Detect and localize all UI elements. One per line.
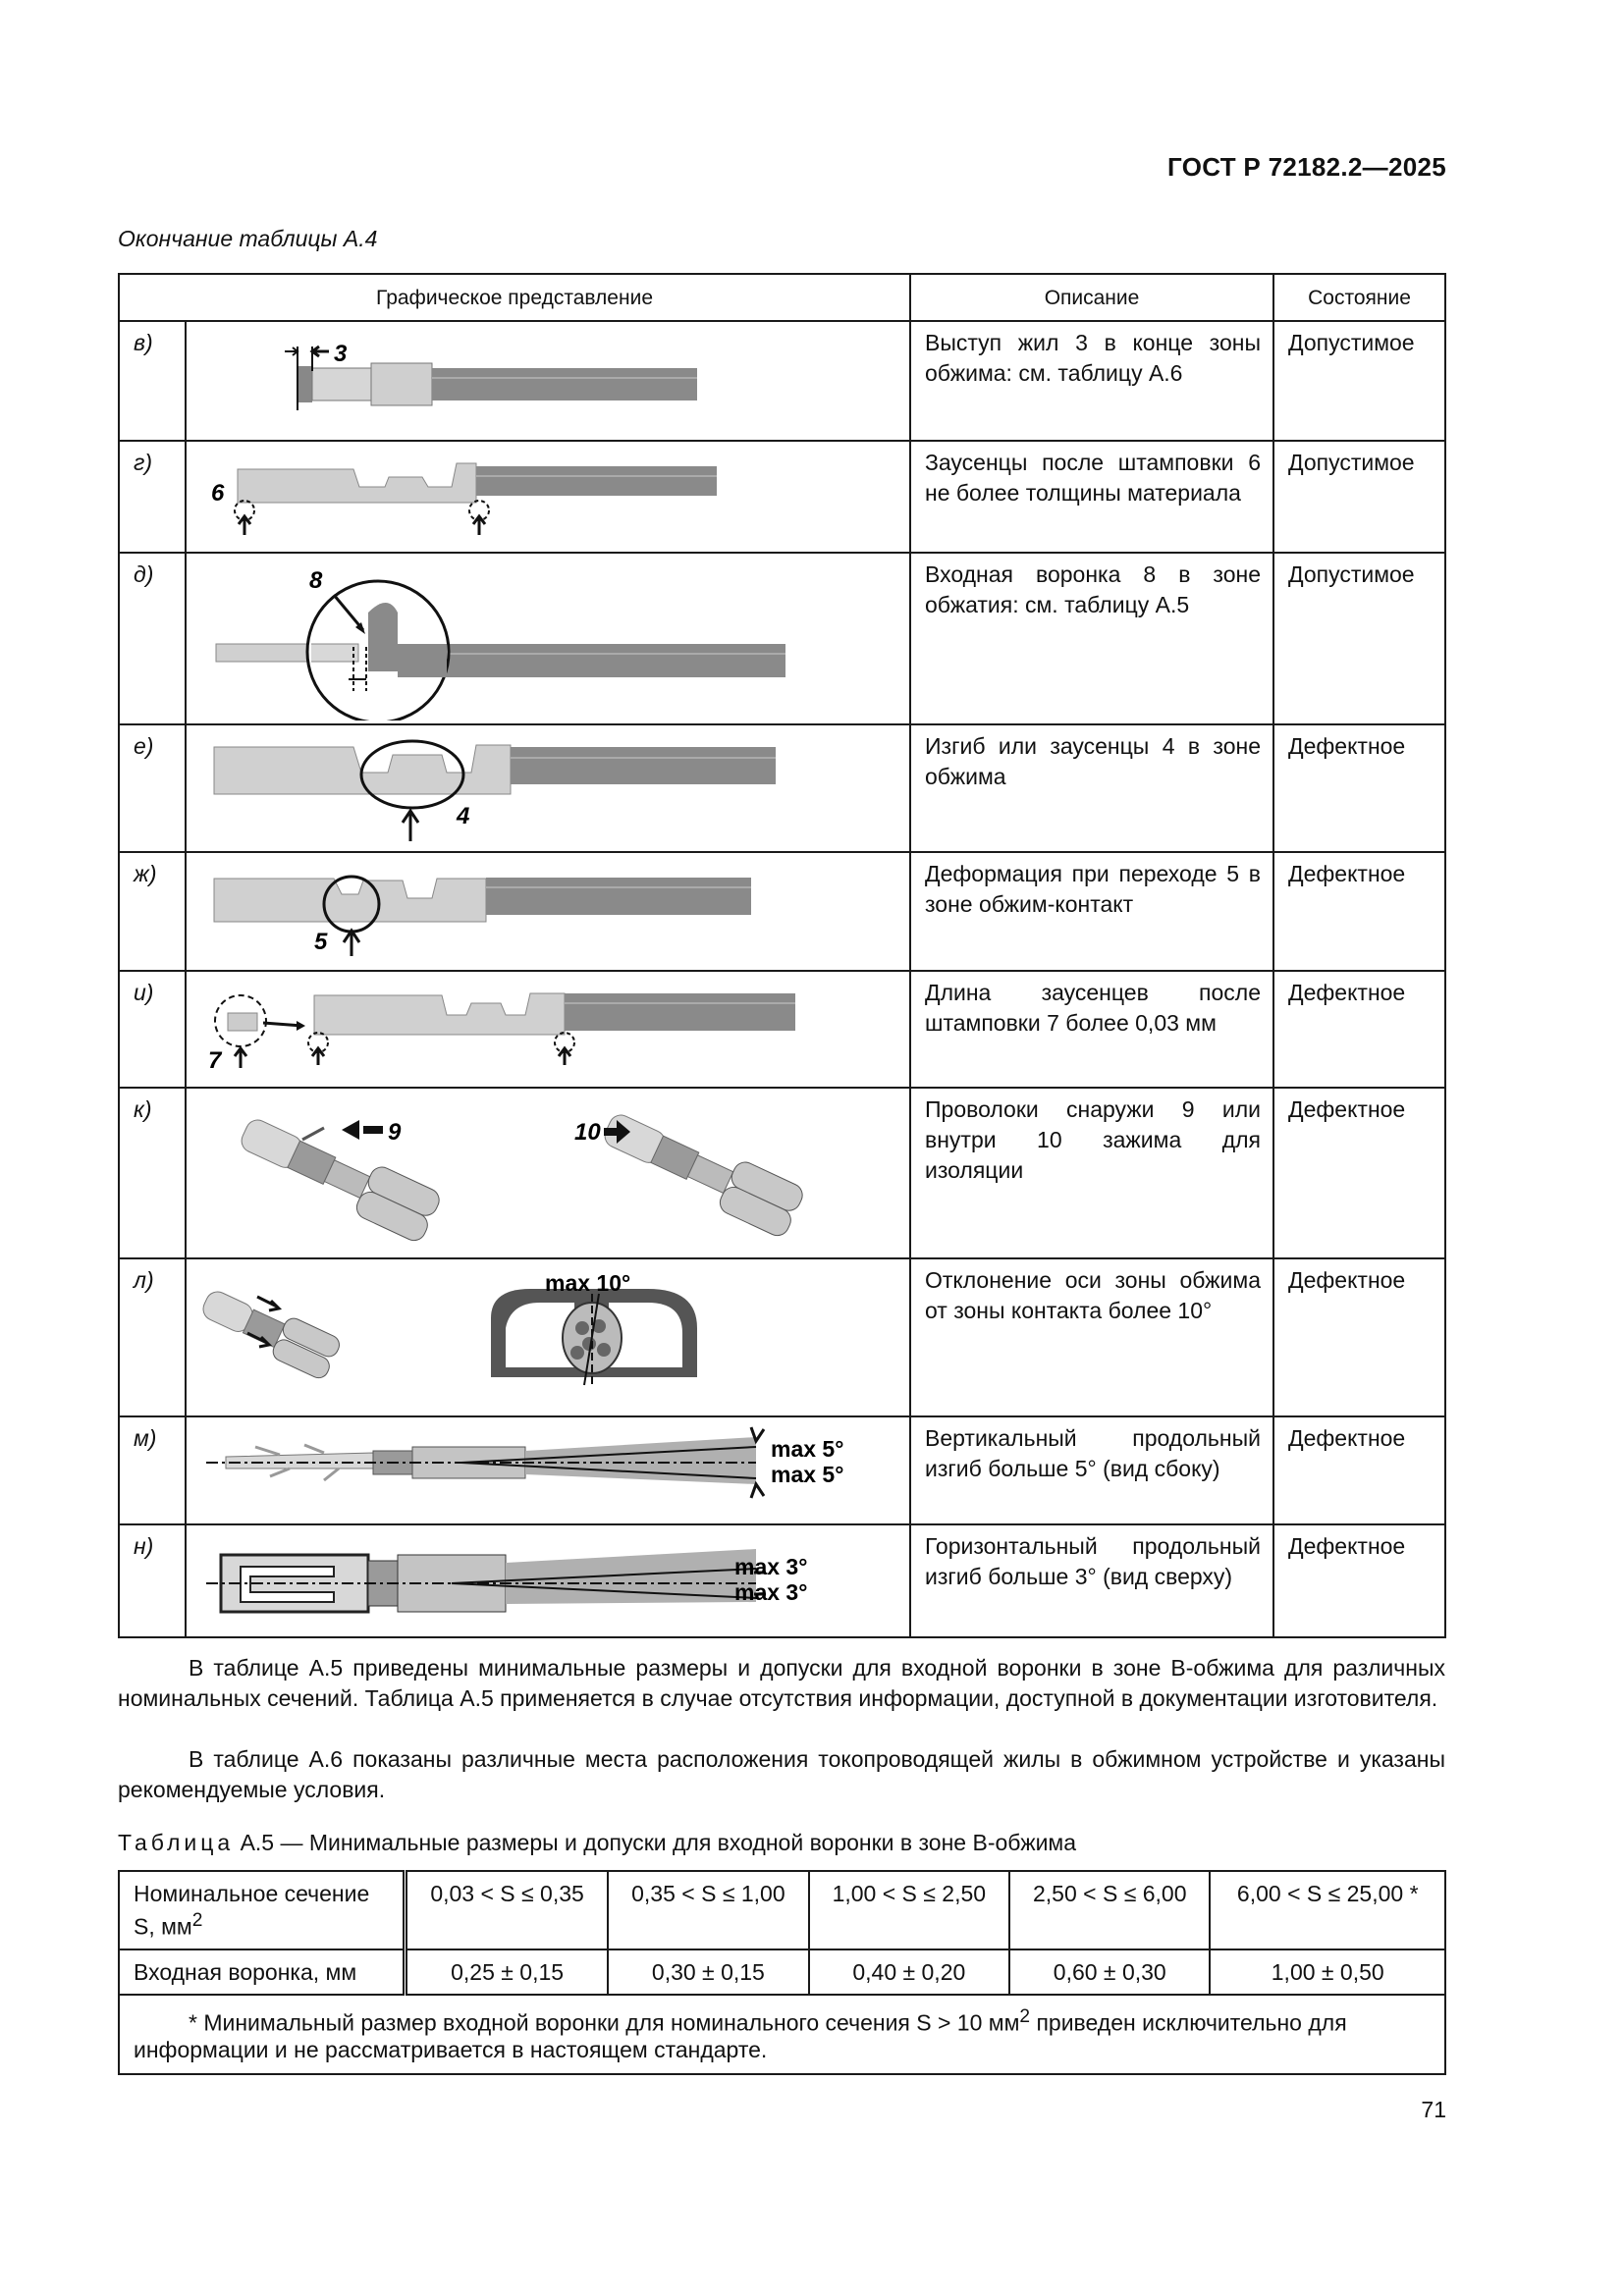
crimp-figure-burr-length xyxy=(187,972,909,1085)
callout-max-5-top: max 5° xyxy=(771,1436,844,1462)
crimp-figure-horizontal-bend xyxy=(187,1525,909,1634)
row-figure xyxy=(186,1416,910,1524)
table-row xyxy=(119,1416,1445,1524)
row-description: Входная воронка 8 в зоне обжатия: см. таблицу А.5 xyxy=(910,553,1273,724)
row-label: ж) xyxy=(119,852,186,971)
row-state: Допустимое xyxy=(1273,441,1445,553)
table-row xyxy=(119,1949,1445,1995)
table-cell: 0,60 ± 0,30 xyxy=(1009,1949,1210,1995)
row-description: Изгиб или заусенцы 4 в зоне обжима xyxy=(910,724,1273,852)
column-header-state: Состояние xyxy=(1273,274,1445,321)
row-state: Дефектное xyxy=(1273,1524,1445,1637)
row-figure xyxy=(186,1524,910,1637)
table-row xyxy=(119,1088,1445,1258)
row-label: м) xyxy=(119,1416,186,1524)
table-cell: 0,25 ± 0,15 xyxy=(406,1949,609,1995)
row-state: Допустимое xyxy=(1273,553,1445,724)
table-row xyxy=(119,1258,1445,1416)
table-a4 xyxy=(118,273,1446,1638)
page-number: 71 xyxy=(1421,2097,1446,2122)
table-a5-caption xyxy=(118,1830,1076,1856)
table-cell: 2,50 < S ≤ 6,00 xyxy=(1009,1871,1210,1949)
row-label: в) xyxy=(119,321,186,441)
crimp-figure-vertical-bend xyxy=(187,1417,909,1522)
row-figure xyxy=(186,1088,910,1258)
table-cell: 1,00 ± 0,50 xyxy=(1210,1949,1445,1995)
row-figure xyxy=(186,971,910,1088)
row-label: и) xyxy=(119,971,186,1088)
row-label: л) xyxy=(119,1258,186,1416)
callout-max-3-top: max 3° xyxy=(734,1554,808,1579)
table-row xyxy=(119,1524,1445,1637)
crimp-figure-strand-protrusion xyxy=(187,322,909,438)
row-state: Допустимое xyxy=(1273,321,1445,441)
column-header-description: Описание xyxy=(910,274,1273,321)
row-figure xyxy=(186,852,910,971)
crimp-figure-bellmouth xyxy=(187,554,909,721)
row-state: Дефектное xyxy=(1273,1416,1445,1524)
column-header-graphic: Графическое представление xyxy=(119,274,910,321)
paragraph: В таблице А.5 приведены минимальные размеры и допуски для входной воронки в зоне B-обжима для различных номинальных сечений. Таблица А.5 применяется в случае отсутствия информации, доступной в документации изготовителя. xyxy=(118,1655,1445,1711)
crimp-figure-axis-deviation xyxy=(187,1259,909,1414)
row-figure xyxy=(186,553,910,724)
callout-max-3-bottom: max 3° xyxy=(734,1579,808,1605)
crimp-figure-transition-deformation xyxy=(187,853,909,968)
callout-max-10: max 10° xyxy=(545,1270,631,1296)
row-state: Дефектное xyxy=(1273,724,1445,852)
row-label: д) xyxy=(119,553,186,724)
table-row xyxy=(119,724,1445,852)
row-figure xyxy=(186,321,910,441)
row-description: Заусенцы после штамповки 6 не более толщины материала xyxy=(910,441,1273,553)
table-cell: 0,35 < S ≤ 1,00 xyxy=(608,1871,808,1949)
row-state: Дефектное xyxy=(1273,852,1445,971)
table-footnote: * Минимальный размер входной воронки для номинального сечения S > 10 $мм^2$ приведен исключительно для информации и не рассматривается в настоящем стандарте. xyxy=(119,1995,1445,2075)
document-code: ГОСТ Р 72182.2—2025 xyxy=(1167,152,1446,182)
row-description: Проволоки снаружи 9 или внутри 10 зажима для изоляции xyxy=(910,1088,1273,1258)
row-figure xyxy=(186,441,910,553)
table-cell: 0,40 ± 0,20 xyxy=(809,1949,1009,1995)
callout-3: 3 xyxy=(334,341,348,367)
row-description: Длина заусенцев после штамповки 7 более 0,03 мм xyxy=(910,971,1273,1088)
row-description: Горизонтальный продольный изгиб больше 3° (вид сверху) xyxy=(910,1524,1273,1637)
crimp-figure-bend-burrs xyxy=(187,725,909,849)
row-label: н) xyxy=(119,1524,186,1637)
crimp-figure-stamping-burrs xyxy=(187,442,909,550)
table-row xyxy=(119,852,1445,971)
table-row xyxy=(119,321,1445,441)
table-row xyxy=(119,1871,1445,1949)
table-cell: 1,00 < S ≤ 2,50 xyxy=(809,1871,1009,1949)
callout-9: 9 xyxy=(388,1119,402,1146)
callout-6: 6 xyxy=(211,480,225,507)
row-figure xyxy=(186,1258,910,1416)
row-label: е) xyxy=(119,724,186,852)
callout-5: 5 xyxy=(314,929,328,955)
row-state: Дефектное xyxy=(1273,971,1445,1088)
crimp-figure-wires-insulation-grip xyxy=(187,1089,909,1255)
table-header-row xyxy=(119,274,1445,321)
row-label: г) xyxy=(119,441,186,553)
row-label: Входная воронка, мм xyxy=(119,1949,406,1995)
table-row xyxy=(119,441,1445,553)
table-row xyxy=(119,971,1445,1088)
table-a5 xyxy=(118,1870,1446,2075)
callout-4: 4 xyxy=(457,803,470,829)
table-cell: 0,03 < S ≤ 0,35 xyxy=(406,1871,609,1949)
caption-word: Таблица xyxy=(118,1830,235,1855)
callout-7: 7 xyxy=(208,1047,222,1074)
row-state: Дефектное xyxy=(1273,1258,1445,1416)
row-label: Номинальное сечение S, $мм^2$ xyxy=(119,1871,406,1949)
row-figure xyxy=(186,724,910,852)
callout-10: 10 xyxy=(574,1119,601,1146)
row-label: к) xyxy=(119,1088,186,1258)
caption-text: А.5 — Минимальные размеры и допуски для входной воронки в зоне B-обжима xyxy=(240,1830,1077,1855)
callout-max-5-bottom: max 5° xyxy=(771,1462,844,1487)
row-description: Деформация при переходе 5 в зоне обжим-контакт xyxy=(910,852,1273,971)
row-state: Дефектное xyxy=(1273,1088,1445,1258)
paragraph: В таблице А.6 показаны различные места расположения токопроводящей жилы в обжимном устройстве и указаны рекомендуемые условия. xyxy=(118,1746,1445,1802)
row-description: Вертикальный продольный изгиб больше 5° (вид сбоку) xyxy=(910,1416,1273,1524)
row-description: Выступ жил 3 в конце зоны обжима: см. таблицу А.6 xyxy=(910,321,1273,441)
table-row xyxy=(119,553,1445,724)
callout-8: 8 xyxy=(309,567,323,594)
table-continuation-label: Окончание таблицы А.4 xyxy=(118,226,378,251)
row-description: Отклонение оси зоны обжима от зоны контакта более 10° xyxy=(910,1258,1273,1416)
table-cell: 0,30 ± 0,15 xyxy=(608,1949,808,1995)
table-row xyxy=(119,1995,1445,2075)
table-cell: 6,00 < S ≤ 25,00 * xyxy=(1210,1871,1445,1949)
